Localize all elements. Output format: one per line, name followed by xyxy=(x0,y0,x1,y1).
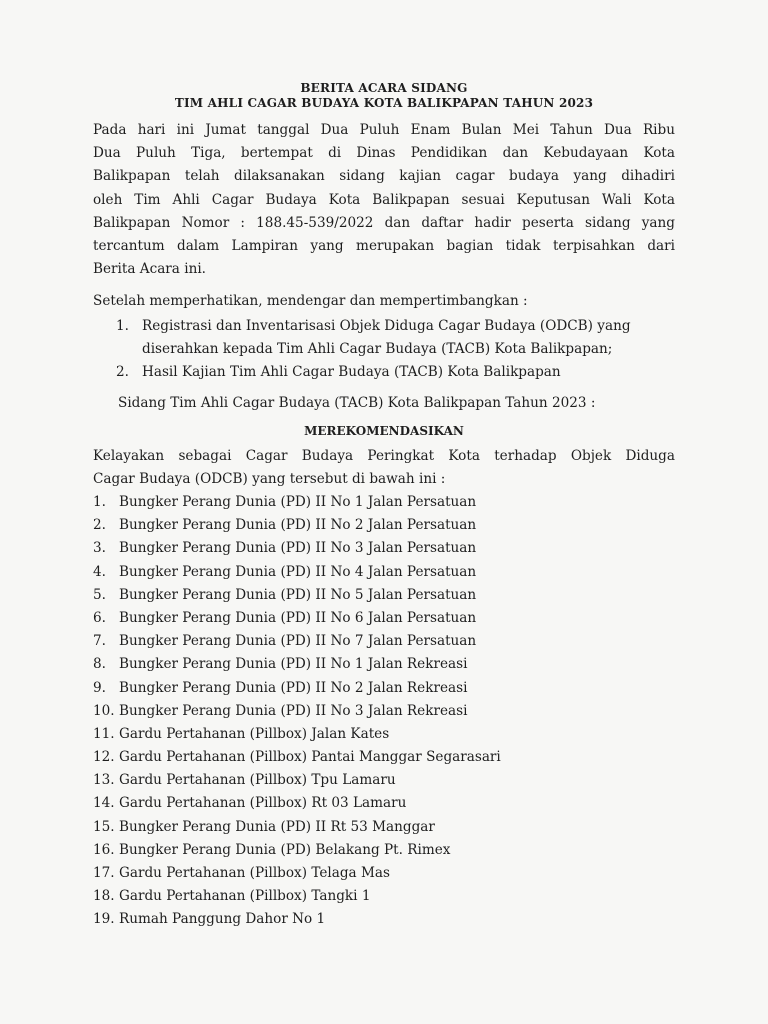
recommend-heading: MEREKOMENDASIKAN xyxy=(304,424,464,438)
item-number: 6. xyxy=(93,609,106,626)
considerations-lead: Setelah memperhatikan, mendengar dan mempertimbangkan : xyxy=(93,293,528,309)
item-text: Gardu Pertahanan (Pillbox) Telaga Mas xyxy=(119,865,390,881)
object-list xyxy=(93,491,693,932)
item-text: Gardu Pertahanan (Pillbox) Rt 03 Lamaru xyxy=(119,795,407,812)
list-item xyxy=(93,677,693,700)
list-item xyxy=(93,769,693,792)
list-item xyxy=(93,839,693,862)
list-item xyxy=(93,862,693,885)
intro-line: tercantum dalam Lampiran yang merupakan bagian tidak terpisahkan dari xyxy=(93,238,675,255)
item-number: 7. xyxy=(93,633,106,650)
item-text: Bungker Perang Dunia (PD) II No 3 Jalan Persatuan xyxy=(119,540,477,557)
item-number: 15. xyxy=(93,818,115,835)
intro-line: Balikpapan telah dilaksanakan sidang kajian cagar budaya yang dihadiri xyxy=(93,168,675,185)
item-number: 10. xyxy=(93,702,115,719)
item-number: 14. xyxy=(93,795,115,812)
intro-line: Pada hari ini Jumat tanggal Dua Puluh Enam Bulan Mei Tahun Dua Ribu xyxy=(93,122,675,138)
item-number: 17. xyxy=(93,865,115,881)
intro-line: Balikpapan Nomor : 188.45-539/2022 dan daftar hadir peserta sidang yang xyxy=(93,214,675,231)
consideration-text xyxy=(142,361,676,384)
item-number: 9. xyxy=(93,679,106,696)
item-text: Bungker Perang Dunia (PD) II No 1 Jalan Rekreasi xyxy=(119,656,468,673)
document-subtitle: TIM AHLI CAGAR BUDAYA KOTA BALIKPAPAN TAHUN 2023 xyxy=(174,96,594,110)
list-item xyxy=(93,653,693,676)
consideration-number: 1. xyxy=(116,318,129,334)
session-statement: Sidang Tim Ahli Cagar Budaya (TACB) Kota Balikpapan Tahun 2023 : xyxy=(118,395,596,411)
item-number: 5. xyxy=(93,586,106,603)
item-text: Bungker Perang Dunia (PD) II No 5 Jalan Persatuan xyxy=(119,586,477,603)
item-text: Gardu Pertahanan (Pillbox) Jalan Kates xyxy=(119,725,390,742)
list-item xyxy=(93,723,693,746)
item-text: Rumah Panggung Dahor No 1 xyxy=(119,911,326,928)
item-text: Gardu Pertahanan (Pillbox) Tangki 1 xyxy=(119,888,371,905)
recommend-line: Kelayakan sebagai Cagar Budaya Peringkat Kota terhadap Objek Diduga xyxy=(93,448,675,464)
consideration-text xyxy=(142,315,676,361)
consideration-line: diserahkan kepada Tim Ahli Cagar Budaya (TACB) Kota Balikpapan; xyxy=(142,341,613,357)
list-item xyxy=(93,746,693,769)
list-item xyxy=(93,537,693,560)
document-title: BERITA ACARA SIDANG xyxy=(300,81,468,95)
item-text: Bungker Perang Dunia (PD) II No 7 Jalan Persatuan xyxy=(119,633,477,650)
list-item xyxy=(93,514,693,537)
item-number: 2. xyxy=(93,517,106,534)
item-number: 4. xyxy=(93,563,106,580)
recommend-paragraph xyxy=(93,445,675,491)
list-item xyxy=(93,561,693,584)
consideration-line: Hasil Kajian Tim Ahli Cagar Budaya (TACB) Kota Balikpapan xyxy=(142,364,561,380)
item-number: 19. xyxy=(93,911,115,928)
item-number: 11. xyxy=(93,725,115,742)
recommend-line: Cagar Budaya (ODCB) yang tersebut di bawah ini : xyxy=(93,471,446,488)
intro-line: Berita Acara ini. xyxy=(93,261,206,278)
item-number: 1. xyxy=(93,494,106,510)
list-item xyxy=(93,885,693,908)
item-text: Bungker Perang Dunia (PD) II No 2 Jalan Rekreasi xyxy=(119,679,468,696)
item-number: 16. xyxy=(93,841,115,858)
item-number: 3. xyxy=(93,540,106,557)
list-item xyxy=(93,491,693,514)
item-text: Bungker Perang Dunia (PD) II Rt 53 Manggar xyxy=(119,818,435,835)
list-item xyxy=(93,908,693,931)
consideration-number: 2. xyxy=(116,364,129,380)
item-text: Bungker Perang Dunia (PD) II No 2 Jalan Persatuan xyxy=(119,517,477,534)
item-text: Bungker Perang Dunia (PD) II No 1 Jalan Persatuan xyxy=(119,494,477,510)
item-text: Bungker Perang Dunia (PD) Belakang Pt. Rimex xyxy=(119,841,451,858)
intro-line: Dua Puluh Tiga, bertempat di Dinas Pendidikan dan Kebudayaan Kota xyxy=(93,145,675,162)
consideration-line: Registrasi dan Inventarisasi Objek Diduga Cagar Budaya (ODCB) yang xyxy=(142,318,631,334)
item-number: 18. xyxy=(93,888,115,905)
list-item xyxy=(93,700,693,723)
item-text: Gardu Pertahanan (Pillbox) Pantai Manggar Segarasari xyxy=(119,749,501,766)
item-number: 13. xyxy=(93,772,115,789)
item-text: Bungker Perang Dunia (PD) II No 4 Jalan Persatuan xyxy=(119,563,477,580)
item-text: Bungker Perang Dunia (PD) II No 3 Jalan Rekreasi xyxy=(119,702,468,719)
list-item xyxy=(93,816,693,839)
list-item xyxy=(93,792,693,815)
intro-line: oleh Tim Ahli Cagar Budaya Kota Balikpapan sesuai Keputusan Wali Kota xyxy=(93,191,675,208)
item-text: Gardu Pertahanan (Pillbox) Tpu Lamaru xyxy=(119,772,396,789)
list-item xyxy=(93,630,693,653)
intro-paragraph xyxy=(93,119,675,281)
item-number: 12. xyxy=(93,749,115,766)
list-item xyxy=(93,607,693,630)
item-number: 8. xyxy=(93,656,106,673)
list-item xyxy=(93,584,693,607)
item-text: Bungker Perang Dunia (PD) II No 6 Jalan Persatuan xyxy=(119,609,477,626)
